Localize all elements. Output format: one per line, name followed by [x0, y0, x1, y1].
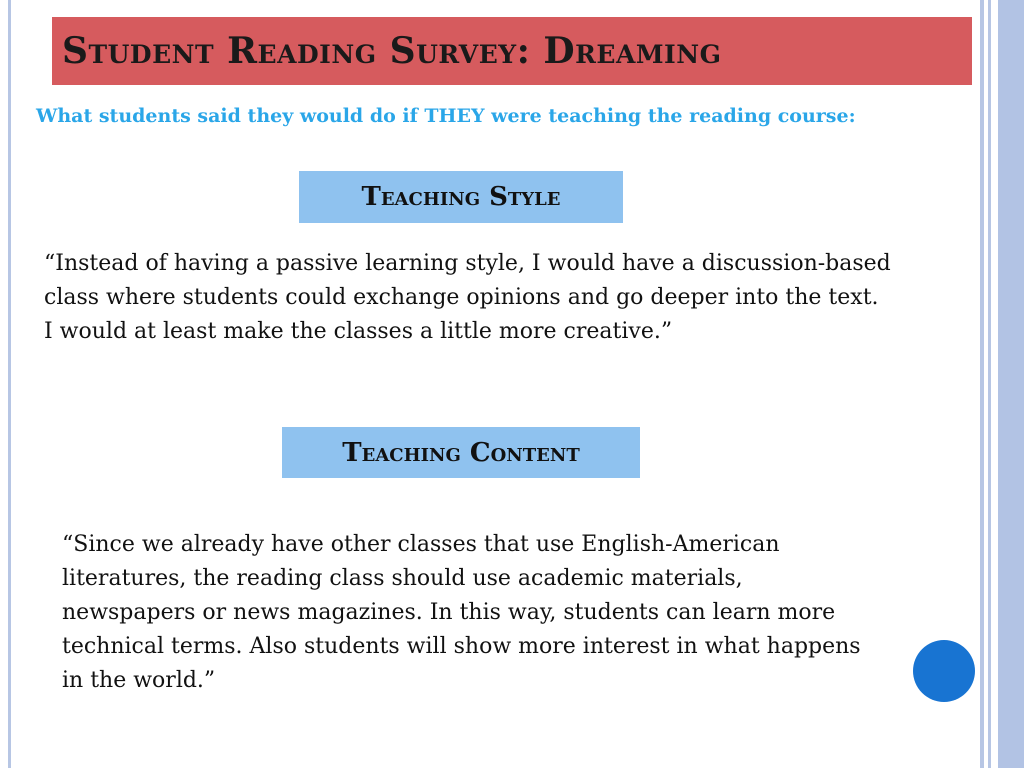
- right-decorative-border: [980, 0, 1024, 768]
- right-border-band: [988, 0, 991, 768]
- teaching-content-quote: “Since we already have other classes that use English-American literatures, the reading class should use academic materials, newspapers or news magazines. In this way, students can learn more technical terms. Also students will show more interest in what happens in the world.”: [62, 532, 861, 693]
- teaching-style-label: Teaching Style: [299, 171, 623, 223]
- teaching-content-label: Teaching Content: [282, 427, 640, 478]
- right-border-band: [980, 0, 984, 768]
- teaching-style-quote: “Instead of having a passive learning style, I would have a discussion-based class where students could exchange opinions and go deeper into the text. I would at least make the classes a little more creative.”: [44, 251, 891, 344]
- left-border-rule: [8, 0, 11, 768]
- decorative-circle: [913, 640, 975, 702]
- slide-title-bar: [52, 17, 972, 85]
- slide-subtitle: What students said they would do if THEY were teaching the reading course:: [36, 105, 856, 127]
- right-border-band: [998, 0, 1024, 768]
- slide-title: Student Reading Survey: Dreaming: [62, 30, 722, 72]
